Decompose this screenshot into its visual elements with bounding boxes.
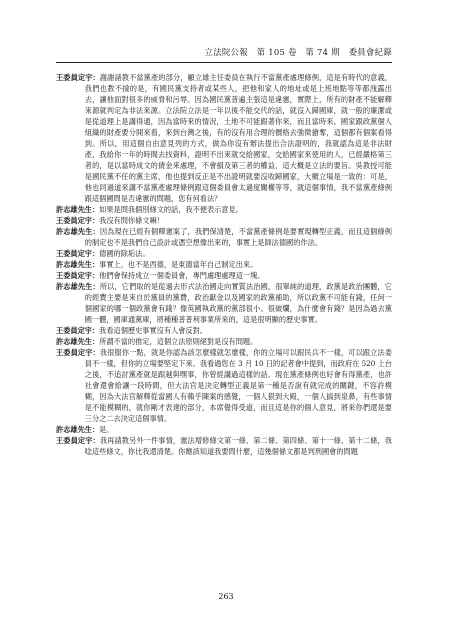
speaker-label: 王委員定宇：	[56, 249, 100, 258]
speaker-label: 許志雄先生：	[56, 227, 100, 236]
paragraph-text: 所謂不當的推定，這個立法原則絕對是沒有問題。	[99, 337, 258, 346]
paragraph	[56, 215, 392, 226]
paragraph-text: 我再請教另外一件事情，憲法增修條文第一條、第二條、第四條、第十一條、第十二條，我唸這些條文，你比我還清楚。你應該知道我要問什麼，這幾個條文都是判刑國會的問題	[84, 436, 392, 456]
paragraph	[56, 72, 392, 204]
transcript-body	[56, 72, 392, 457]
paragraph-text: 我很服你一點，就是你認為該怎麼樣就怎麼樣，你的立場可以跟民兵不一樣，可以跟立法委員不一樣，但你的立場要堅定下來。我看過您在 3 月 10 日的記者會中提到，而政府在 520 上台之後，不追討黨產就是跟越與嘿事，你曾經講過這樣的話。現在黨產條例也好會有得黨產，也許社會還會給讓一段時間，但大法官是決定轉型正義是第一種是否說有就完成的關鍵，不容許模糊，因為大法官解釋從當國人有賴乎陳案的感覺，一個人狠到大殿，一個人搞到泉鼻，有些事情是不能模糊的，就你剛才表達的部分，本席覺得受道，而且這是你的個人意見，將來你們還是要三分之二去決定這個事情。	[84, 348, 392, 423]
paragraph	[56, 259, 392, 270]
paragraph-text: 他們會保持成立一個委員會，專門處理處理這一塊。	[99, 271, 265, 280]
speaker-label: 王委員定宇：	[56, 73, 100, 82]
paragraph-text: 我沒有問你條文嘛！	[99, 216, 164, 225]
paragraph	[56, 336, 392, 347]
paragraph-text: 所以，它們取的是從過去形式法治國走向實質法治國，很單純的道理，政黨是政治團體，它的經費主要是來自於黨員的黨費，政治獻金以及國家的政黨補助，所以政黨不可能有錢，任何一個國家的哪一個政黨會有錢？像英國執政黨的黨部很小、很破爛，為什麼會有錢？是因為過去黨國一體，國庫通黨庫，將種種普普利事業所來的，這是很明顯的歷史事實。	[84, 282, 392, 324]
page-number: 263	[218, 592, 234, 601]
paragraph	[56, 424, 392, 435]
header-rule	[56, 62, 392, 63]
paragraph-text: 如果是問我個別條文的話，我不便表示意見。	[99, 205, 243, 214]
speaker-label: 王委員定宇：	[56, 348, 100, 357]
speaker-label: 許志雄先生：	[56, 282, 100, 291]
paragraph-text: 我看這個歷史事實沒有人會反對。	[99, 326, 207, 335]
page-header: 立法院公報 第 105 卷 第 74 期 委員會紀錄	[204, 47, 392, 57]
speaker-label: 王委員定宇：	[56, 271, 100, 280]
paragraph	[56, 226, 392, 248]
speaker-label: 許志雄先生：	[56, 337, 100, 346]
speaker-label: 王委員定宇：	[56, 216, 100, 225]
paragraph	[56, 435, 392, 457]
speaker-label: 王委員定宇：	[56, 326, 100, 335]
speaker-label: 許志雄先生：	[56, 260, 100, 269]
paragraph-text: 謝謝諸教不當黨產的部分，顧立雄主任委員在執行不當黨產處理條例，這是有時代的意義，我們也教不撿的是，有國民黨支持者或某些人，把他和家人的地址或是上班地點等等都洩露出去，讓他面對很多的威脅和污辱。因為國民黨普遍主張這是違憲，實際上，所有的財產不能解釋來源就判定為非法來源。立法院立法是一年以後不能交代的話，就沒入歸國庫，就一般的廉潔或是從道理上是講得通，因為當時來的情況，土地不可能跟著你來，而且當時來，國家跟政黨個人組織的財產要分開來看，來到台灣之後，有的沒有用合理的價格去強徵搶奪，這個都有個案看得到。所以，用這個自由意見列的方式，做為你沒有辦法提出合法證明的，我就認為這是非法財產，我給你一年的時間去找資料，證明不出來就交給國家，交給國家來使用的人，已經嚴格第三者的，是以當時成文的債金來處理，不會損及第三者的權益，這大概是立法的要旨。吳教授可能是國民黨不任的黨主席，他也提到反正是不出證明就要沒收歸國家，大概立場是一致的：可是，他也同過道來講不當黨產處理條例跟這個委員會太過度關權等等，就這個事情，我不當黨產條例跟這個國問是否違憲的問題，您有何看法？	[84, 73, 392, 203]
paragraph-text: 是。	[99, 425, 114, 434]
paragraph	[56, 325, 392, 336]
paragraph	[56, 347, 392, 424]
paragraph	[56, 204, 392, 215]
speaker-label: 許志雄先生：	[56, 425, 100, 434]
speaker-label: 許志雄先生：	[56, 205, 100, 214]
paragraph-text: 因為現在已經有個釋憲案了，我們保清楚，不當黨產條例是要實現轉型正義，而且這個條例的制定也不是我們自己設計或憑空想像出來的，事實上是師法德國的作法。	[84, 227, 392, 247]
paragraph	[56, 248, 392, 259]
speaker-label: 王委員定宇：	[56, 436, 100, 445]
paragraph	[56, 270, 392, 281]
paragraph	[56, 281, 392, 325]
paragraph-text: 德國的除垢法。	[99, 249, 150, 258]
paragraph-text: 事實上，也不是西德，是東德當年自己制定出來。	[99, 260, 258, 269]
